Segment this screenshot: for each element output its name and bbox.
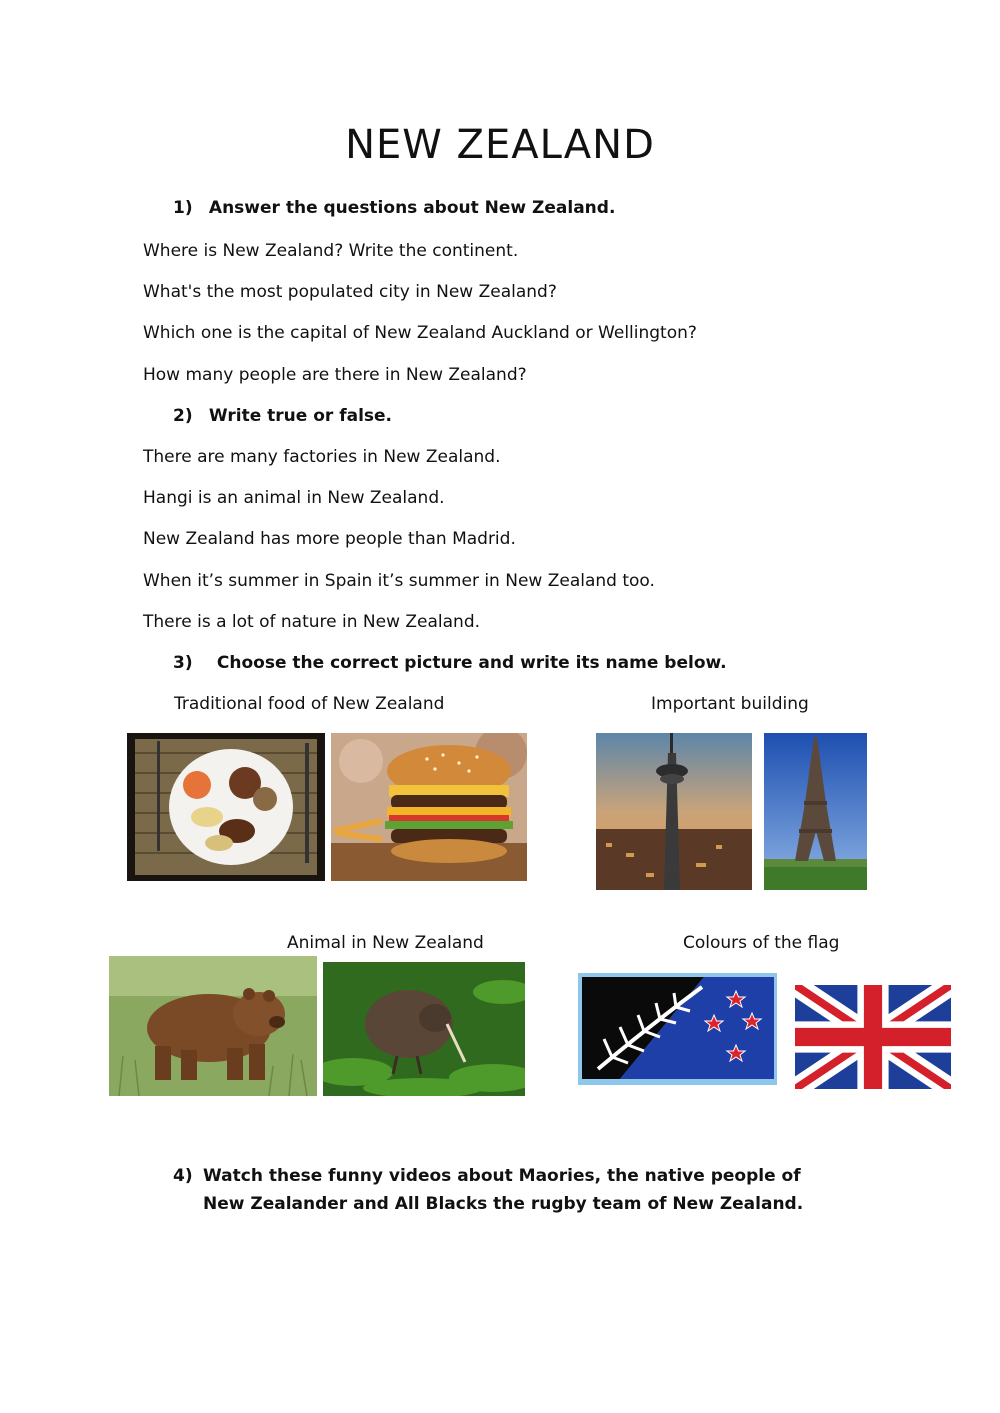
caption-flag: Colours of the flag [683, 933, 840, 953]
question-4: How many people are there in New Zealand? [143, 365, 527, 385]
caption-animal: Animal in New Zealand [287, 933, 484, 953]
statement-5: There is a lot of nature in New Zealand. [143, 612, 481, 632]
section-3-number: 3) [173, 653, 193, 673]
union-jack-flag-image[interactable] [795, 985, 951, 1089]
kiwi-bird-image[interactable] [323, 962, 525, 1096]
question-1: Where is New Zealand? Write the continent. [143, 241, 519, 261]
caption-building: Important building [651, 694, 809, 714]
hangi-plate-image[interactable] [127, 733, 325, 881]
question-3: Which one is the capital of New Zealand Auckland or Wellington? [143, 323, 697, 343]
section-4-title: Watch these funny videos about Maories, the native people of New Zealander and All Blacks the rugby team of New Zealand. [203, 1166, 804, 1214]
statement-3: New Zealand has more people than Madrid. [143, 529, 516, 549]
hamburger-image[interactable] [331, 733, 527, 881]
section-3-title: Choose the correct picture and write its name below. [216, 653, 727, 673]
eiffel-tower-image[interactable] [764, 733, 867, 890]
section-2-number: 2) [173, 406, 193, 426]
section-4-heading [173, 1162, 833, 1218]
statement-2: Hangi is an animal in New Zealand. [143, 488, 445, 508]
section-1-number: 1) [173, 198, 193, 218]
page-title: NEW ZEALAND [345, 122, 655, 168]
brown-bear-image[interactable] [109, 956, 317, 1096]
section-4-number: 4) [173, 1166, 193, 1186]
silver-fern-flag-image[interactable] [578, 973, 777, 1085]
section-2-title: Write true or false. [208, 406, 393, 426]
section-2-heading [173, 406, 392, 426]
question-2: What's the most populated city in New Zealand? [143, 282, 557, 302]
section-1-heading [173, 198, 615, 218]
section-1-title: Answer the questions about New Zealand. [208, 198, 616, 218]
statement-4: When it’s summer in Spain it’s summer in New Zealand too. [143, 571, 655, 591]
caption-food: Traditional food of New Zealand [174, 694, 445, 714]
sky-tower-image[interactable] [596, 733, 752, 890]
section-3-heading [173, 653, 727, 673]
statement-1: There are many factories in New Zealand. [143, 447, 501, 467]
